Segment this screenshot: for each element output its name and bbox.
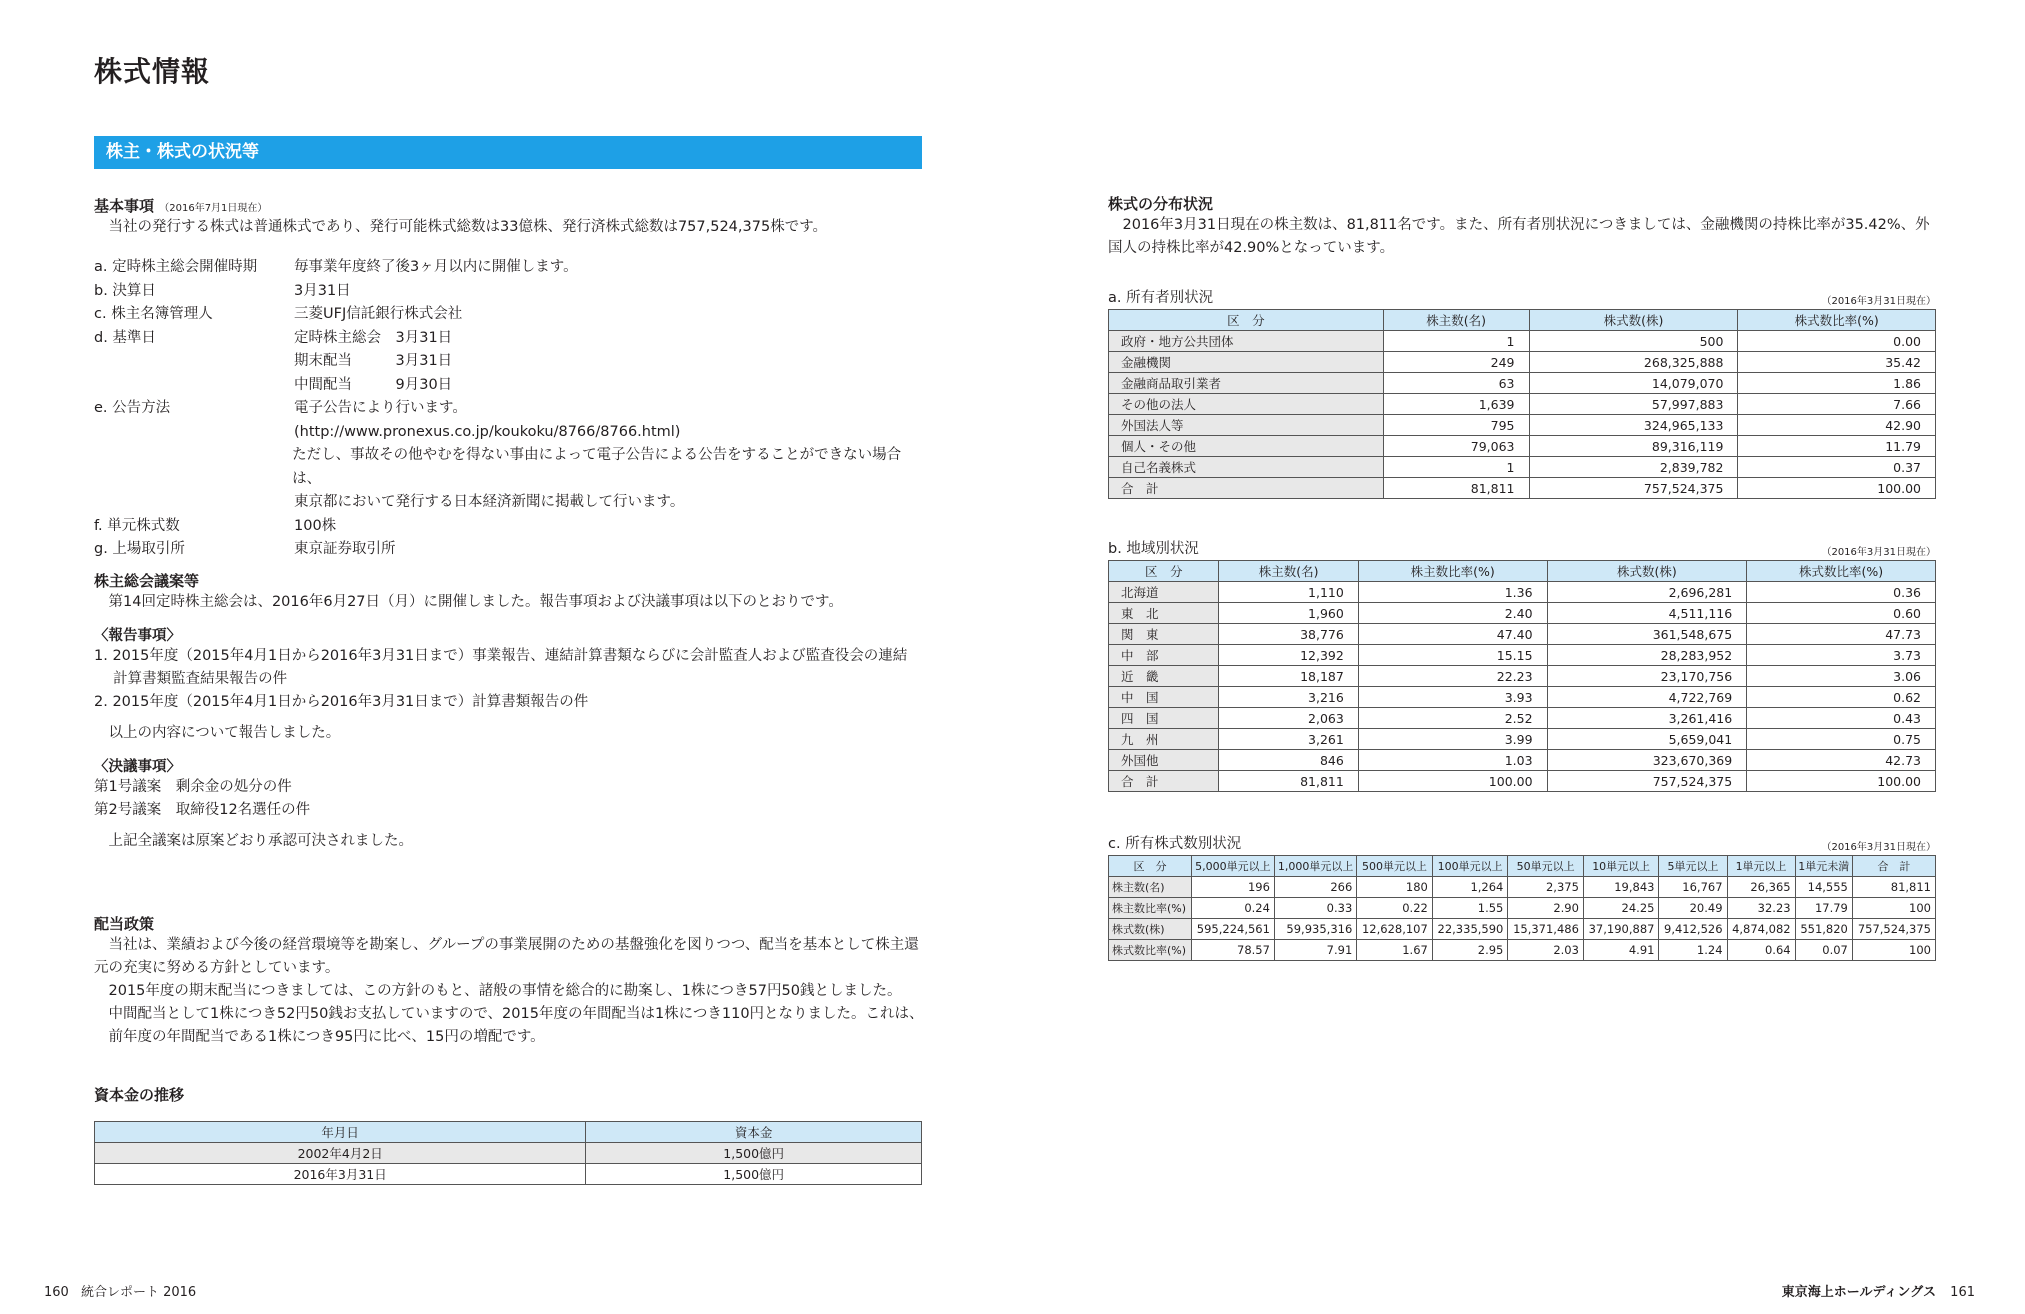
table-cell: 2,063 bbox=[1219, 708, 1358, 729]
table-row bbox=[1109, 708, 1936, 729]
table-cell: 324,965,133 bbox=[1529, 415, 1738, 436]
table-cell: 0.75 bbox=[1747, 729, 1936, 750]
page-number-left: 160 bbox=[44, 1285, 69, 1300]
basic-row bbox=[94, 444, 924, 491]
capital-table bbox=[94, 1121, 922, 1185]
table-cell: 0.00 bbox=[1738, 331, 1936, 352]
distribution-heading: 株式の分布状況 bbox=[1108, 195, 1214, 213]
row-label: 2016年3月31日 bbox=[95, 1164, 586, 1185]
dividend-line: 中間配当として1株につき52円50銭お支払していますので、2015年度の年間配当は1株につき110円となりました。これは、 bbox=[108, 1006, 924, 1022]
table-c-section bbox=[1108, 832, 1936, 961]
table-cell: 0.22 bbox=[1357, 898, 1433, 919]
table-cell: 1 bbox=[1383, 457, 1529, 478]
distribution-line: 国人の持株比率が42.90%となっています。 bbox=[1108, 240, 1395, 256]
basic-row bbox=[94, 327, 924, 351]
basic-row-value: 3月31日 bbox=[294, 282, 351, 299]
table-cell: 2.52 bbox=[1358, 708, 1547, 729]
footer-right bbox=[1782, 1281, 1975, 1300]
row-label: 2002年4月2日 bbox=[95, 1143, 586, 1164]
table-cell: 11.79 bbox=[1738, 436, 1936, 457]
table-cell: 15,371,486 bbox=[1508, 919, 1584, 940]
meeting-section bbox=[94, 570, 924, 853]
row-label: 株式数(株) bbox=[1109, 919, 1192, 940]
table-row bbox=[95, 1143, 922, 1164]
table-cell: 0.60 bbox=[1747, 603, 1936, 624]
row-label: 株主数比率(%) bbox=[1109, 898, 1192, 919]
holding-size-table bbox=[1108, 855, 1936, 961]
table-cell: 26,365 bbox=[1727, 877, 1795, 898]
owner-table bbox=[1108, 309, 1936, 499]
table-cell: 89,316,119 bbox=[1529, 436, 1738, 457]
table-cell: 180 bbox=[1357, 877, 1433, 898]
capital-section bbox=[94, 1084, 922, 1185]
column-header: 50単元以上 bbox=[1508, 856, 1584, 877]
table-cell: 14,555 bbox=[1795, 877, 1852, 898]
table-cell: 15.15 bbox=[1358, 645, 1547, 666]
table-cell: 3.99 bbox=[1358, 729, 1547, 750]
basic-row-value: 100株 bbox=[294, 517, 337, 534]
table-cell: 551,820 bbox=[1795, 919, 1852, 940]
table-cell: 1,500億円 bbox=[586, 1164, 922, 1185]
table-cell: 22.23 bbox=[1358, 666, 1547, 687]
basic-row-label bbox=[94, 421, 294, 445]
table-cell: 846 bbox=[1219, 750, 1358, 771]
table-row bbox=[1109, 940, 1936, 961]
table-cell: 63 bbox=[1383, 373, 1529, 394]
table-cell: 35.42 bbox=[1738, 352, 1936, 373]
column-header: 5単元以上 bbox=[1659, 856, 1727, 877]
basic-row-label: a. 定時株主総会開催時期 bbox=[94, 259, 258, 275]
table-row bbox=[1109, 729, 1936, 750]
table-cell: 196 bbox=[1191, 877, 1274, 898]
basic-row-label bbox=[94, 444, 292, 491]
table-row bbox=[1109, 582, 1936, 603]
basic-row bbox=[94, 491, 924, 515]
column-header: 株式数(株) bbox=[1529, 310, 1738, 331]
table-cell: 500 bbox=[1529, 331, 1738, 352]
table-cell: 0.07 bbox=[1795, 940, 1852, 961]
table-cell: 59,935,316 bbox=[1274, 919, 1356, 940]
section-bar: 株主・株式の状況等 bbox=[94, 136, 922, 169]
table-cell: 20.49 bbox=[1659, 898, 1727, 919]
table-cell: 24.25 bbox=[1583, 898, 1659, 919]
basic-row-value: 毎事業年度終了後3ヶ月以内に開催します。 bbox=[294, 259, 578, 275]
resolution-item: 第2号議案 取締役12名選任の件 bbox=[94, 802, 311, 818]
table-header-row bbox=[1109, 310, 1936, 331]
column-header: 株主数比率(%) bbox=[1358, 561, 1547, 582]
basic-row bbox=[94, 303, 924, 327]
table-cell: 266 bbox=[1274, 877, 1356, 898]
table-cell: 18,187 bbox=[1219, 666, 1358, 687]
table-cell: 1.86 bbox=[1738, 373, 1936, 394]
table-cell: 57,997,883 bbox=[1529, 394, 1738, 415]
table-row bbox=[1109, 603, 1936, 624]
row-label: 関 東 bbox=[1109, 624, 1219, 645]
basic-intro: 当社の発行する株式は普通株式であり、発行可能株式総数は33億株、発行済株式総数は757,524,375株です。 bbox=[108, 219, 828, 235]
basic-row-label: f. 単元株式数 bbox=[94, 517, 180, 534]
table-cell: 100.00 bbox=[1358, 771, 1547, 792]
table-cell: 38,776 bbox=[1219, 624, 1358, 645]
table-row bbox=[1109, 687, 1936, 708]
distribution-section bbox=[1108, 193, 1938, 260]
table-cell: 81,811 bbox=[1383, 478, 1529, 499]
basic-row-value: (http://www.pronexus.co.jp/koukoku/8766/8766.html) bbox=[294, 423, 681, 440]
report-title: 統合レポート 2016 bbox=[80, 1285, 197, 1300]
table-cell: 32.23 bbox=[1727, 898, 1795, 919]
table-cell: 2.95 bbox=[1432, 940, 1508, 961]
table-cell: 3.93 bbox=[1358, 687, 1547, 708]
table-cell: 100.00 bbox=[1738, 478, 1936, 499]
table-row bbox=[1109, 373, 1936, 394]
column-header: 1単元以上 bbox=[1727, 856, 1795, 877]
table-cell: 361,548,675 bbox=[1547, 624, 1747, 645]
table-cell: 78.57 bbox=[1191, 940, 1274, 961]
table-cell: 4,722,769 bbox=[1547, 687, 1747, 708]
table-cell: 1.67 bbox=[1357, 940, 1433, 961]
row-label: 自己名義株式 bbox=[1109, 457, 1384, 478]
table-cell: 9,412,526 bbox=[1659, 919, 1727, 940]
table-cell: 1.55 bbox=[1432, 898, 1508, 919]
column-header: 1単元未満 bbox=[1795, 856, 1852, 877]
dividend-lines bbox=[94, 934, 924, 1049]
table-cell: 4,874,082 bbox=[1727, 919, 1795, 940]
table-row bbox=[1109, 394, 1936, 415]
row-label: 九 州 bbox=[1109, 729, 1219, 750]
report-item: 計算書類監査結果報告の件 bbox=[94, 671, 288, 687]
table-row bbox=[1109, 771, 1936, 792]
table-cell: 4.91 bbox=[1583, 940, 1659, 961]
table-cell: 595,224,561 bbox=[1191, 919, 1274, 940]
table-row bbox=[1109, 898, 1936, 919]
column-header: 年月日 bbox=[95, 1122, 586, 1143]
table-cell: 757,524,375 bbox=[1529, 478, 1738, 499]
row-label: 外国法人等 bbox=[1109, 415, 1384, 436]
table-cell: 22,335,590 bbox=[1432, 919, 1508, 940]
table-header-row bbox=[1109, 856, 1936, 877]
table-row bbox=[1109, 457, 1936, 478]
basic-row-value: 定時株主総会 3月31日 bbox=[294, 329, 453, 346]
table-cell: 3,261,416 bbox=[1547, 708, 1747, 729]
table-cell: 47.40 bbox=[1358, 624, 1547, 645]
table-cell: 2,839,782 bbox=[1529, 457, 1738, 478]
table-cell: 3,261 bbox=[1219, 729, 1358, 750]
table-cell: 4,511,116 bbox=[1547, 603, 1747, 624]
row-label: 株主数(名) bbox=[1109, 877, 1192, 898]
table-cell: 79,063 bbox=[1383, 436, 1529, 457]
basic-row bbox=[94, 256, 924, 280]
basic-row-label bbox=[94, 350, 294, 374]
dividend-line: 2015年度の期末配当につきましては、この方針のもと、諸般の事情を総合的に勘案し、1株につき57円50銭としました。 bbox=[108, 983, 902, 999]
row-label: 中 部 bbox=[1109, 645, 1219, 666]
table-cell: 23,170,756 bbox=[1547, 666, 1747, 687]
basic-row-label: g. 上場取引所 bbox=[94, 541, 185, 557]
table-cell: 3.73 bbox=[1747, 645, 1936, 666]
table-cell: 1,639 bbox=[1383, 394, 1529, 415]
row-label: 中 国 bbox=[1109, 687, 1219, 708]
table-cell: 2.03 bbox=[1508, 940, 1584, 961]
table-cell: 1,960 bbox=[1219, 603, 1358, 624]
resolution-heading: 〈決議事項〉 bbox=[94, 759, 181, 775]
table-cell: 0.64 bbox=[1727, 940, 1795, 961]
table-cell: 1.36 bbox=[1358, 582, 1547, 603]
table-cell: 1,264 bbox=[1432, 877, 1508, 898]
table-cell: 0.36 bbox=[1747, 582, 1936, 603]
basic-row-label: e. 公告方法 bbox=[94, 400, 171, 416]
table-a-section bbox=[1108, 286, 1936, 499]
table-cell: 16,767 bbox=[1659, 877, 1727, 898]
table-cell: 0.43 bbox=[1747, 708, 1936, 729]
basic-row-label bbox=[94, 491, 294, 515]
column-header: 株主数(名) bbox=[1383, 310, 1529, 331]
row-label: 金融商品取引業者 bbox=[1109, 373, 1384, 394]
dividend-line: 元の充実に努める方針としています。 bbox=[94, 960, 340, 976]
resolution-result: 上記全議案は原案どおり承認可決されました。 bbox=[108, 833, 413, 849]
table-header-row bbox=[95, 1122, 922, 1143]
table-row bbox=[1109, 919, 1936, 940]
basic-rows bbox=[94, 256, 924, 562]
basic-row-value: ただし、事故その他やむを得ない事由によって電子公告による公告をすることができない場合は、 bbox=[292, 447, 902, 487]
table-cell: 12,628,107 bbox=[1357, 919, 1433, 940]
dividend-line: 前年度の年間配当である1株につき95円に比べ、15円の増配です。 bbox=[108, 1029, 545, 1045]
column-header: 区 分 bbox=[1109, 310, 1384, 331]
basic-row bbox=[94, 515, 924, 539]
table-cell: 47.73 bbox=[1747, 624, 1936, 645]
distribution-line: 2016年3月31日現在の株主数は、81,811名です。また、所有者別状況につきましては、金融機関の持株比率が35.42%、外 bbox=[1122, 217, 1930, 233]
table-cell: 7.66 bbox=[1738, 394, 1936, 415]
table-row bbox=[1109, 877, 1936, 898]
table-cell: 0.24 bbox=[1191, 898, 1274, 919]
row-label: 合 計 bbox=[1109, 478, 1384, 499]
distribution-lines bbox=[1108, 214, 1938, 260]
meeting-heading: 株主総会議案等 bbox=[94, 572, 200, 590]
table-cell: 3,216 bbox=[1219, 687, 1358, 708]
basic-row bbox=[94, 350, 924, 374]
row-label: 四 国 bbox=[1109, 708, 1219, 729]
table-cell: 0.62 bbox=[1747, 687, 1936, 708]
basic-row bbox=[94, 280, 924, 304]
table-cell: 3.06 bbox=[1747, 666, 1936, 687]
table-cell: 42.73 bbox=[1747, 750, 1936, 771]
column-header: 資本金 bbox=[586, 1122, 922, 1143]
table-cell: 1,110 bbox=[1219, 582, 1358, 603]
table-cell: 249 bbox=[1383, 352, 1529, 373]
column-header: 株式数比率(%) bbox=[1747, 561, 1936, 582]
table-cell: 1,500億円 bbox=[586, 1143, 922, 1164]
table-cell: 14,079,070 bbox=[1529, 373, 1738, 394]
column-header: 株式数比率(%) bbox=[1738, 310, 1936, 331]
table-row bbox=[95, 1164, 922, 1185]
basic-row-value: 三菱UFJ信託銀行株式会社 bbox=[294, 306, 463, 322]
basic-row-value: 東京証券取引所 bbox=[294, 541, 396, 557]
page-title: 株式情報 bbox=[94, 55, 211, 88]
table-cell: 0.37 bbox=[1738, 457, 1936, 478]
table-cell: 323,670,369 bbox=[1547, 750, 1747, 771]
resolution-item: 第1号議案 剰余金の処分の件 bbox=[94, 779, 292, 795]
table-cell: 268,325,888 bbox=[1529, 352, 1738, 373]
basic-row-value: 東京都において発行する日本経済新聞に掲載して行います。 bbox=[294, 494, 685, 510]
resolution-items bbox=[94, 776, 924, 822]
table-cell: 7.91 bbox=[1274, 940, 1356, 961]
company-name: 東京海上ホールディングス bbox=[1781, 1285, 1937, 1300]
table-row bbox=[1109, 666, 1936, 687]
column-header: 株式数(株) bbox=[1547, 561, 1747, 582]
table-b-title: b. 地域別状況 bbox=[1108, 541, 1199, 557]
table-cell: 1.03 bbox=[1358, 750, 1547, 771]
table-cell: 2.90 bbox=[1508, 898, 1584, 919]
report-item: 2. 2015年度（2015年4月1日から2016年3月31日まで）計算書類報告の件 bbox=[94, 694, 589, 710]
row-label: 近 畿 bbox=[1109, 666, 1219, 687]
basic-row bbox=[94, 397, 924, 421]
table-row bbox=[1109, 436, 1936, 457]
table-row bbox=[1109, 645, 1936, 666]
report-result: 以上の内容について報告しました。 bbox=[108, 725, 341, 741]
meeting-intro: 第14回定時株主総会は、2016年6月27日（月）に開催しました。報告事項および決議事項は以下のとおりです。 bbox=[108, 594, 843, 610]
basic-row-value: 期末配当 3月31日 bbox=[294, 353, 453, 369]
column-header: 区 分 bbox=[1109, 856, 1192, 877]
table-cell: 2.40 bbox=[1358, 603, 1547, 624]
table-cell: 757,524,375 bbox=[1852, 919, 1935, 940]
table-row bbox=[1109, 478, 1936, 499]
basic-row bbox=[94, 374, 924, 398]
dividend-heading: 配当政策 bbox=[94, 915, 155, 933]
table-cell: 5,659,041 bbox=[1547, 729, 1747, 750]
column-header: 株主数(名) bbox=[1219, 561, 1358, 582]
table-cell: 795 bbox=[1383, 415, 1529, 436]
basic-section bbox=[94, 195, 924, 562]
table-cell: 1.24 bbox=[1659, 940, 1727, 961]
page-number-right: 161 bbox=[1950, 1285, 1975, 1300]
table-cell: 100.00 bbox=[1747, 771, 1936, 792]
report-items bbox=[94, 645, 924, 714]
basic-row-value: 電子公告により行います。 bbox=[294, 400, 467, 416]
table-cell: 28,283,952 bbox=[1547, 645, 1747, 666]
row-label: 金融機関 bbox=[1109, 352, 1384, 373]
row-label: 政府・地方公共団体 bbox=[1109, 331, 1384, 352]
column-header: 10単元以上 bbox=[1583, 856, 1659, 877]
table-row bbox=[1109, 415, 1936, 436]
table-cell: 100 bbox=[1852, 940, 1935, 961]
table-cell: 81,811 bbox=[1852, 877, 1935, 898]
table-a-note: （2016年3月31日現在） bbox=[1821, 296, 1936, 307]
table-cell: 17.79 bbox=[1795, 898, 1852, 919]
table-header-row bbox=[1109, 561, 1936, 582]
table-cell: 42.90 bbox=[1738, 415, 1936, 436]
table-cell: 12,392 bbox=[1219, 645, 1358, 666]
basic-row-label: c. 株主名簿管理人 bbox=[94, 306, 213, 322]
table-cell: 757,524,375 bbox=[1547, 771, 1747, 792]
column-header: 5,000単元以上 bbox=[1191, 856, 1274, 877]
table-cell: 37,190,887 bbox=[1583, 919, 1659, 940]
dividend-section bbox=[94, 913, 924, 1049]
row-label: 株式数比率(%) bbox=[1109, 940, 1192, 961]
column-header: 1,000単元以上 bbox=[1274, 856, 1356, 877]
table-b-note: （2016年3月31日現在） bbox=[1821, 547, 1936, 558]
dividend-line: 当社は、業績および今後の経営環境等を勘案し、グループの事業展開のための基盤強化を図りつつ、配当を基本として株主還 bbox=[108, 937, 919, 953]
basic-row bbox=[94, 538, 924, 562]
table-row bbox=[1109, 624, 1936, 645]
column-header: 区 分 bbox=[1109, 561, 1219, 582]
table-cell: 0.33 bbox=[1274, 898, 1356, 919]
column-header: 500単元以上 bbox=[1357, 856, 1433, 877]
table-row bbox=[1109, 331, 1936, 352]
report-item: 1. 2015年度（2015年4月1日から2016年3月31日まで）事業報告、連結計算書類ならびに会計監査人および監査役会の連結 bbox=[94, 648, 908, 664]
table-a-title: a. 所有者別状況 bbox=[1108, 290, 1214, 306]
table-c-note: （2016年3月31日現在） bbox=[1821, 842, 1936, 853]
footer-left bbox=[44, 1281, 196, 1300]
basic-row-label: d. 基準日 bbox=[94, 329, 156, 346]
basic-heading: 基本事項 （2016年7月1日現在） bbox=[94, 197, 268, 215]
basic-row-label bbox=[94, 374, 294, 398]
table-cell: 81,811 bbox=[1219, 771, 1358, 792]
row-label: 個人・その他 bbox=[1109, 436, 1384, 457]
basic-row-label: b. 決算日 bbox=[94, 282, 156, 299]
basic-row bbox=[94, 421, 924, 445]
table-c-title: c. 所有株式数別状況 bbox=[1108, 836, 1242, 852]
row-label: その他の法人 bbox=[1109, 394, 1384, 415]
row-label: 外国他 bbox=[1109, 750, 1219, 771]
table-cell: 2,375 bbox=[1508, 877, 1584, 898]
report-heading: 〈報告事項〉 bbox=[94, 628, 181, 644]
region-table bbox=[1108, 560, 1936, 792]
table-row bbox=[1109, 352, 1936, 373]
capital-heading: 資本金の推移 bbox=[94, 1086, 185, 1104]
row-label: 北海道 bbox=[1109, 582, 1219, 603]
table-cell: 2,696,281 bbox=[1547, 582, 1747, 603]
row-label: 東 北 bbox=[1109, 603, 1219, 624]
row-label: 合 計 bbox=[1109, 771, 1219, 792]
column-header: 100単元以上 bbox=[1432, 856, 1508, 877]
table-cell: 100 bbox=[1852, 898, 1935, 919]
table-row bbox=[1109, 750, 1936, 771]
table-cell: 1 bbox=[1383, 331, 1529, 352]
table-cell: 19,843 bbox=[1583, 877, 1659, 898]
column-header: 合 計 bbox=[1852, 856, 1935, 877]
basic-row-value: 中間配当 9月30日 bbox=[294, 376, 453, 393]
table-b-section bbox=[1108, 537, 1936, 792]
